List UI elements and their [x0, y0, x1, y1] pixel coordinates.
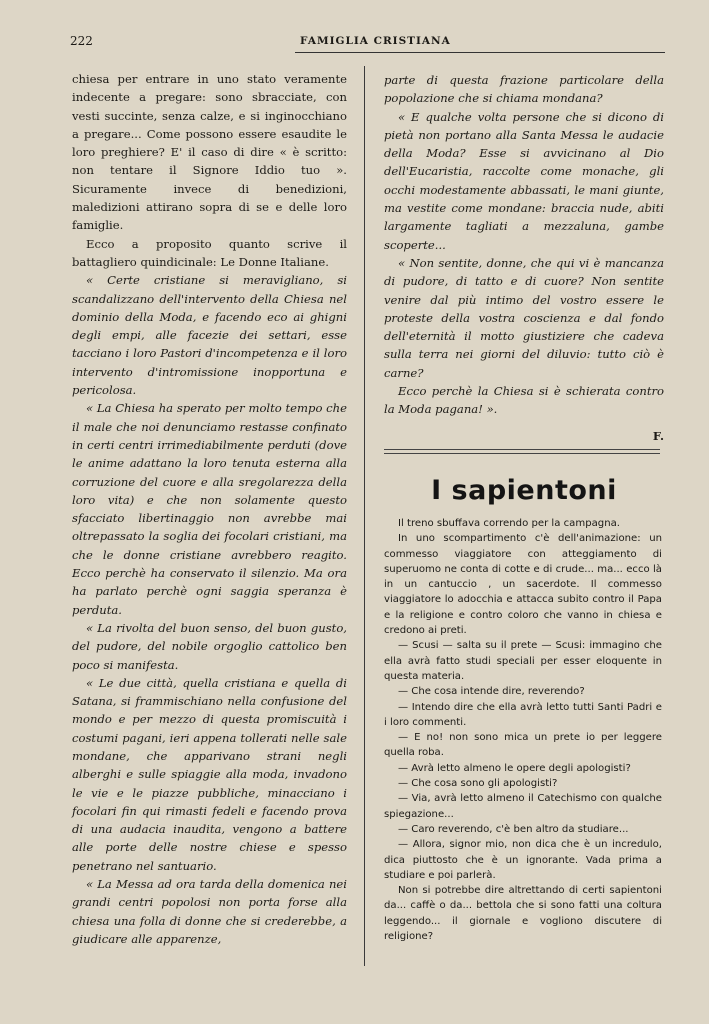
quote-paragraph: « Le due città, quella cristiana e quella di Satana, si frammischiano nella confusione del mondo e per mezzo di questa promiscuità i costumi pagani, ieri appena tollerati nelle sale mondane, che apparivano strani negli alberghi e sulle spiaggie alla moda, invadono le vie e le piazze pubbliche, minacciano i focolari fin qui rimasti fedeli e facendo prova di una audacia inaudita, vengono a battere alle porte delle nostre chiese e spesso penetrano nel santuario. — [72, 675, 347, 873]
header-rule — [295, 52, 665, 53]
quote-paragraph: « La Chiesa ha sperato per molto tempo che il male che noi denunciamo restasse confinato in certi centri irrimediabilmente perduti (dove le anime adattano la loro tenuta esterna alla corruzione del cuore e alla sregolarezza della loro vita) e che non solamente questo sfacciato libertinaggio non avrebbe mai oltrepassato la soglia dei focolari cristiani, ma che le donne cristiane avrebbero reagito. Ecco perchè ha conservato il silenzio. Ma ora ha parlato perchè ogni saggia speranza è perduta. — [72, 401, 347, 617]
running-header — [70, 34, 670, 54]
article-paragraph: Il treno sbuffava correndo per la campagna. — [398, 518, 620, 529]
article-paragraph: — Che cosa sono gli apologisti? — [398, 778, 558, 790]
paragraph: chiesa per entrare in uno stato veramente indecente a pregare: sono sbracciate, con vesti succinte, senza calze, e si inginocchiano a pregare... Come possono essere esaudite le loro preghiere? E' il caso di dire « è scritto: non tentare il Signore Iddio tuo ». Sicuramente invece di benedizioni, maledizioni attirano sopra di se e delle loro famiglie. — [72, 72, 347, 233]
article-paragraph: — Caro reverendo, c'è ben altro da studiare... — [398, 823, 629, 835]
article-paragraph: In uno scompartimento c'è dell'animazione: un commesso viaggiatore con atteggiamento di superuomo ne conta di cotte e di crude... ma... ecco là in un cantuccio , un sacerdote. Il commesso viaggiatore lo adocchia e attacca subito contro il Papa e la religione e contro coloro che vanno in chiesa e credono ai preti. — [384, 533, 662, 637]
quote-paragraph: « La rivolta del buon senso, del buon gusto, del pudore, del nobile orgoglio cattolico ben poco si manifesta. — [72, 620, 347, 672]
article-paragraph: Non si potrebbe dire altrettando di certi sapientoni da... caffè o da... bettola che si sono fatti una coltura leggendo... il giornale e vogliono discutere di religione? — [384, 885, 662, 943]
publication-name: FAMIGLIA CRISTIANA — [300, 35, 451, 47]
article-paragraph: — Via, avrà letto almeno il Catechismo con qualche spiegazione... — [384, 793, 662, 820]
paragraph: Ecco a proposito quanto scrive il battagliero quindicinale: Le Donne Italiane. — [72, 236, 347, 269]
left-column — [72, 70, 347, 948]
article-paragraph: — Che cosa intende dire, reverendo? — [398, 686, 585, 698]
article-paragraph: — E no! non sono mica un prete io per leggere quella roba. — [384, 732, 662, 759]
quote-paragraph: Ecco perchè la Chiesa si è schierata contro la Moda pagana! ». — [384, 384, 664, 417]
signature: F. — [652, 428, 664, 443]
quote-paragraph: « La Messa ad ora tarda della domenica nei grandi centri popolosi non porta forse alla chiesa una folla di donne che si crederebbe, a giudicare alle apparenze, — [72, 877, 347, 946]
section-double-rule — [384, 449, 660, 454]
page-number: 222 — [70, 34, 93, 48]
quote-paragraph: « E qualche volta persone che si dicono di pietà non portano alla Santa Messa le audacie della Moda? Esse si avvicinano al Dio dell'Eucaristia, raccolte come monache, gli occhi modestamente abbassati, le mani giunte, ma vestite come mondane: braccia nude, abiti largamente tagliati a mezzaluna, gambe scoperte... — [384, 109, 664, 252]
article-body — [384, 516, 662, 944]
column-divider — [364, 66, 365, 966]
article-title: I sapientoni — [431, 475, 617, 506]
quote-paragraph: « Certe cristiane si meravigliano, si scandalizzano dell'intervento della Chiesa nel dominio della Moda, e facendo eco ai ghigni degli empi, alle facezie dei settari, esse tacciano i loro Pastori d'incompetenza e il loro intervento d'intromissione inopportuna e pericolosa. — [72, 273, 347, 398]
article-paragraph: — Intendo dire che ella avrà letto tutti Santi Padri e i loro commenti. — [384, 701, 662, 728]
article-paragraph: — Allora, signor mio, non dica che è un incredulo, dica piuttosto che è un ignorante. Vada prima a studiare e poi parlerà. — [384, 839, 662, 881]
right-column — [384, 71, 664, 445]
article-paragraph: — Scusi — salta su il prete — Scusi: immagino che ella avrà fatto studi speciali per esser eloquente in questa materia. — [384, 640, 662, 682]
quote-paragraph: parte di questa frazione particolare della popolazione che si chiama mondana? — [384, 73, 664, 106]
article-paragraph: — Avrà letto almeno le opere degli apologisti? — [398, 762, 631, 774]
quote-paragraph: « Non sentite, donne, che qui vi è mancanza di pudore, di tatto e di cuore? Non sentite venire dal più intimo del vostro essere le proteste della vostra coscienza e dal fondo dell'eternità il motto giustiziere che cadeva sulla terra nei giorni del diluvio: tutto ciò è carne? — [384, 255, 664, 380]
